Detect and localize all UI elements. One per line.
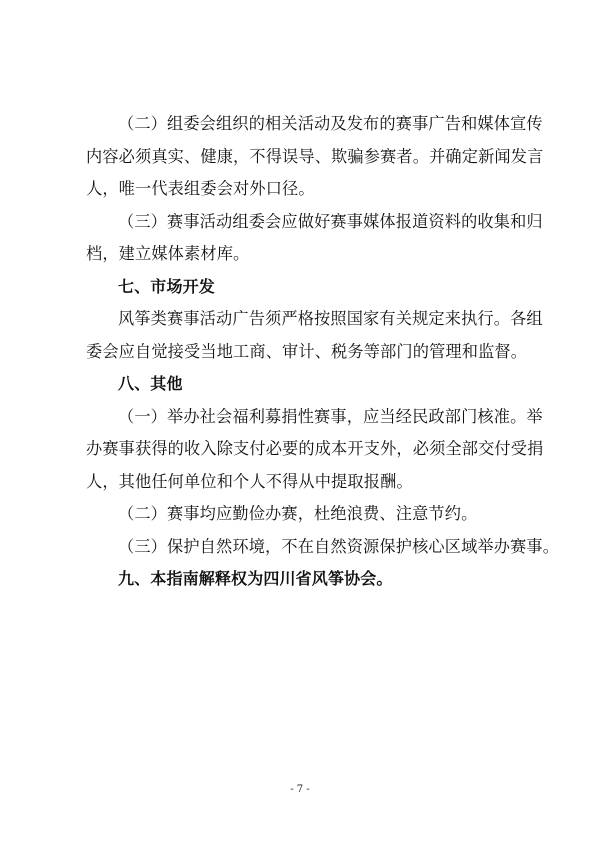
text-line: （二）组委会组织的相关活动及发布的赛事广告和媒体宣传 <box>118 114 543 133</box>
text-line: 委会应自觉接受当地工商、审计、税务等部门的管理和监督。 <box>86 341 528 361</box>
section-heading-other: 八、其他 <box>118 374 183 393</box>
text-line: 档，建立媒体素材库。 <box>86 244 250 263</box>
text-line: （一）举办社会福利募捐性赛事，应当经民政部门核准。举 <box>118 406 543 426</box>
text-line: （三）赛事活动组委会应做好赛事媒体报道资料的收集和归 <box>118 211 543 231</box>
paragraph-environment: （三）保护自然环境，不在自然资源保护核心区域举办赛事。 <box>118 536 560 556</box>
text-line: 内容必须真实、健康，不得误导、欺骗参赛者。并确定新闻发言 <box>86 146 544 166</box>
text-line: 人，唯一代表组委会对外口径。 <box>86 179 315 198</box>
page-body <box>86 108 560 596</box>
text-line: 办赛事获得的收入除支付必要的成本开支外，必须全部交付受捐 <box>86 439 544 458</box>
page-number: - 7 - <box>290 784 310 795</box>
paragraph-frugality: （二）赛事均应勤俭办赛，杜绝浪费、注意节约。 <box>118 504 478 523</box>
paragraph-media-archive <box>86 206 543 271</box>
text-line: 人，其他任何单位和个人不得从中提取报酬。 <box>86 471 413 491</box>
paragraph-charity <box>86 401 544 499</box>
text-line: 风筝类赛事活动广告须严格按照国家有关规定来执行。各组 <box>118 309 543 328</box>
section-heading-market: 七、市场开发 <box>118 276 215 296</box>
paragraph-media-content <box>86 108 544 206</box>
paragraph-market <box>86 303 543 368</box>
section-heading-interpretation: 九、本指南解释权为四川省风筝协会。 <box>118 569 393 588</box>
